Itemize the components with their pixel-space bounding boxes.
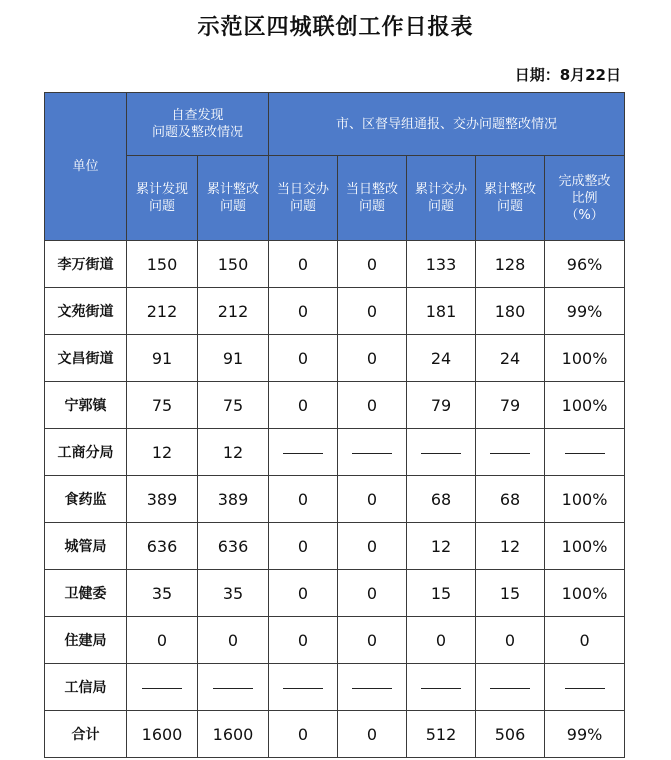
sub-header [407,156,476,241]
dash-line [490,453,530,454]
sub-header-label: 累计整改 问题 [484,182,537,214]
table-row [45,523,625,570]
value-cell: 68 [476,476,545,523]
unit-cell: 宁郭镇 [45,382,127,429]
value-cell: 0 [476,617,545,664]
unit-cell: 李万街道 [45,241,127,288]
value-cell: 389 [127,476,198,523]
value-cell: 75 [127,382,198,429]
value-cell [545,429,625,476]
value-cell: 1600 [198,711,269,758]
value-cell [338,429,407,476]
value-cell: 0 [127,617,198,664]
value-cell [269,664,338,711]
value-cell: 91 [127,335,198,382]
value-cell [269,429,338,476]
self-check-group-header [127,93,269,156]
value-cell: 12 [198,429,269,476]
dash-line [352,453,392,454]
table-row [45,570,625,617]
unit-header: 单位 [45,93,127,241]
dash-line [421,453,461,454]
value-cell: 180 [476,288,545,335]
value-cell: 636 [127,523,198,570]
value-cell: 12 [476,523,545,570]
table-row [45,382,625,429]
sub-header [338,156,407,241]
value-cell: 12 [407,523,476,570]
value-cell: 636 [198,523,269,570]
dash-line [421,688,461,689]
sub-header [476,156,545,241]
value-cell: 150 [127,241,198,288]
unit-cell: 文昌街道 [45,335,127,382]
sub-header [545,156,625,241]
sub-header [127,156,198,241]
value-cell: 133 [407,241,476,288]
value-cell: 99% [545,711,625,758]
value-cell: 0 [269,570,338,617]
table-row [45,429,625,476]
value-cell [338,664,407,711]
value-cell: 506 [476,711,545,758]
value-cell: 212 [127,288,198,335]
dash-line [213,688,253,689]
value-cell: 212 [198,288,269,335]
value-cell: 150 [198,241,269,288]
value-cell: 1600 [127,711,198,758]
value-cell: 0 [338,523,407,570]
value-cell: 100% [545,382,625,429]
value-cell: 15 [476,570,545,617]
table-row [45,241,625,288]
value-cell: 0 [269,617,338,664]
sub-header-label: 累计发现 问题 [135,182,188,214]
value-cell: 96% [545,241,625,288]
value-cell [407,429,476,476]
value-cell: 35 [198,570,269,617]
value-cell: 0 [338,570,407,617]
value-cell: 0 [269,382,338,429]
value-cell: 68 [407,476,476,523]
value-cell: 0 [407,617,476,664]
value-cell: 0 [269,523,338,570]
report-title: 示范区四城联创工作日报表 [197,15,474,40]
value-cell: 100% [545,335,625,382]
sub-header-label: 累计整改 问题 [207,182,260,214]
value-cell: 24 [476,335,545,382]
sub-header [198,156,269,241]
value-cell: 100% [545,476,625,523]
table-row [45,335,625,382]
sub-header-label: 累计交办 问题 [415,182,468,214]
unit-cell: 文苑街道 [45,288,127,335]
sub-header-label: 当日整改 问题 [346,182,399,214]
value-cell: 0 [269,476,338,523]
dash-line [352,688,392,689]
value-cell: 389 [198,476,269,523]
table-row [45,664,625,711]
daily-report-table [44,92,625,758]
value-cell: 15 [407,570,476,617]
value-cell: 35 [127,570,198,617]
value-cell: 0 [338,617,407,664]
unit-cell: 工商分局 [45,429,127,476]
unit-cell: 卫健委 [45,570,127,617]
unit-cell: 食药监 [45,476,127,523]
dash-line [490,688,530,689]
value-cell: 0 [269,335,338,382]
value-cell: 0 [338,288,407,335]
value-cell: 12 [127,429,198,476]
value-cell [198,664,269,711]
table-row [45,617,625,664]
value-cell: 0 [338,335,407,382]
report-body [45,241,625,758]
report-date: 日期：8月22日 [514,66,621,84]
value-cell: 79 [476,382,545,429]
value-cell: 0 [338,711,407,758]
table-row [45,711,625,758]
table-row [45,288,625,335]
value-cell: 0 [545,617,625,664]
sub-header [269,156,338,241]
dash-line [283,453,323,454]
value-cell: 79 [407,382,476,429]
sub-header-label: 当日交办 问题 [277,182,330,214]
value-cell: 0 [338,241,407,288]
value-cell: 100% [545,570,625,617]
unit-cell: 工信局 [45,664,127,711]
value-cell: 128 [476,241,545,288]
value-cell: 100% [545,523,625,570]
value-cell [407,664,476,711]
table-row [45,476,625,523]
value-cell: 0 [269,288,338,335]
value-cell: 99% [545,288,625,335]
unit-cell: 合计 [45,711,127,758]
dash-line [565,688,605,689]
unit-cell: 住建局 [45,617,127,664]
value-cell: 0 [338,382,407,429]
supervision-group-header: 市、区督导组通报、交办问题整改情况 [269,93,625,156]
value-cell: 91 [198,335,269,382]
header-row-sub [45,156,625,241]
dash-line [565,453,605,454]
value-cell: 75 [198,382,269,429]
value-cell: 0 [269,711,338,758]
value-cell [476,664,545,711]
sub-header-label: 完成整改 比例 （%） [558,173,611,223]
value-cell: 0 [269,241,338,288]
dash-line [283,688,323,689]
value-cell: 181 [407,288,476,335]
header-row-group [45,93,625,156]
value-cell [476,429,545,476]
dash-line [142,688,182,689]
value-cell: 0 [338,476,407,523]
value-cell [127,664,198,711]
self-check-group-label: 自查发现 问题及整改情况 [152,108,244,140]
value-cell: 24 [407,335,476,382]
value-cell: 0 [198,617,269,664]
value-cell [545,664,625,711]
unit-cell: 城管局 [45,523,127,570]
value-cell: 512 [407,711,476,758]
